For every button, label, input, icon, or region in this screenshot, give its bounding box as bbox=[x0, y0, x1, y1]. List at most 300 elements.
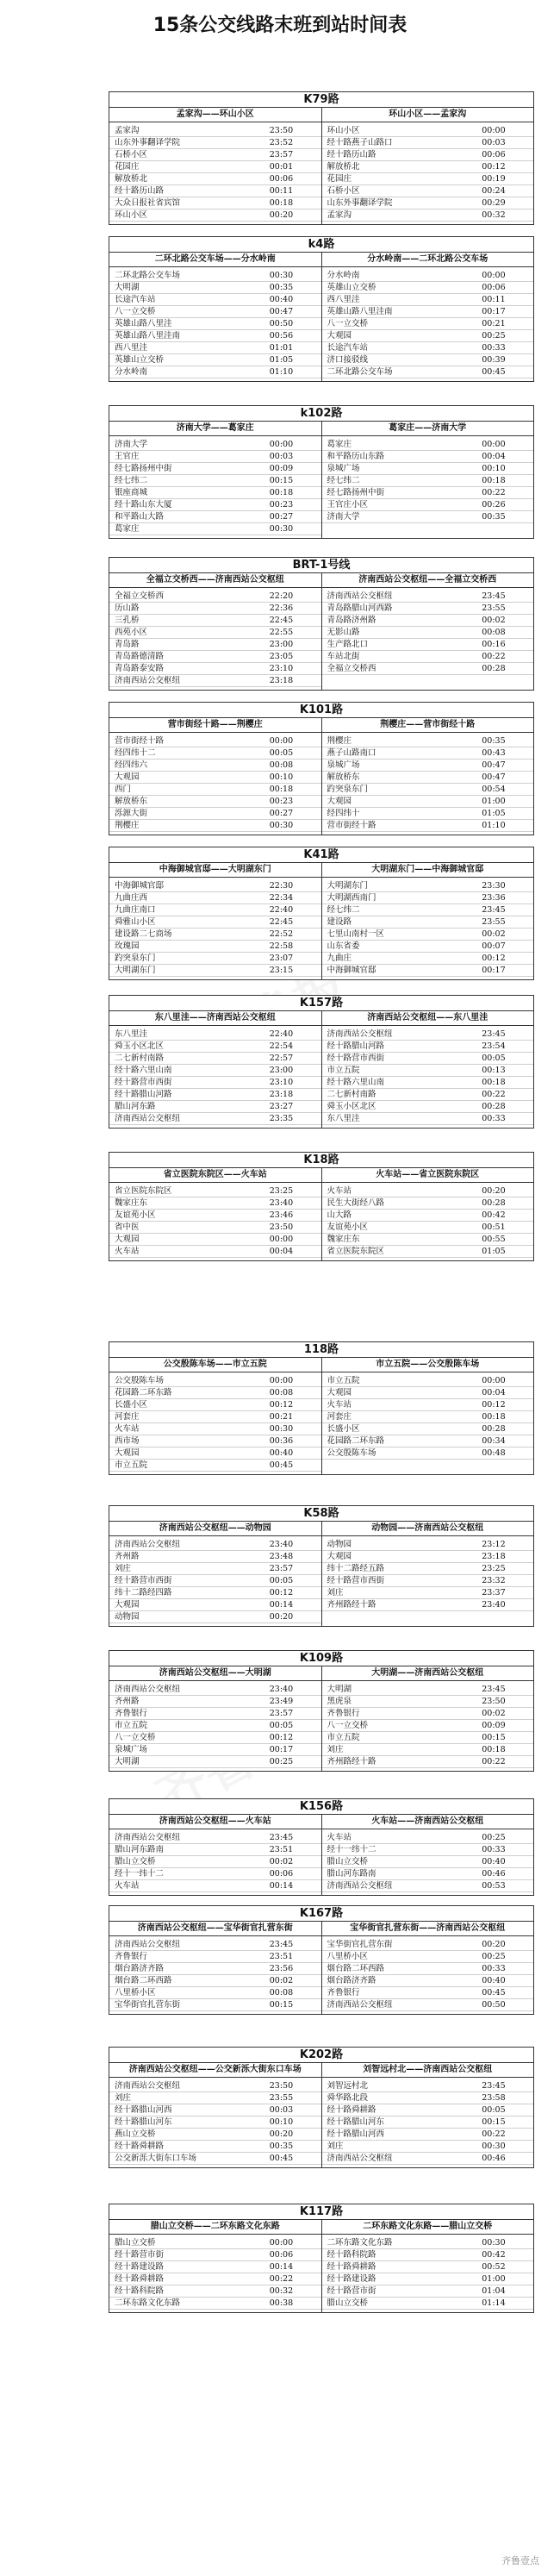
right-schedule bbox=[321, 267, 534, 381]
left-schedule bbox=[109, 2078, 321, 2167]
table-row bbox=[322, 439, 534, 451]
left-schedule bbox=[109, 1536, 321, 1626]
arrival-time: 23:54 bbox=[482, 1041, 506, 1051]
arrival-time: 00:12 bbox=[482, 1400, 506, 1410]
table-row bbox=[322, 1696, 534, 1708]
direction-header bbox=[109, 1666, 533, 1681]
table-row bbox=[109, 747, 321, 760]
arrival-time: 00:09 bbox=[269, 464, 294, 473]
table-row bbox=[109, 185, 321, 197]
stop-name: 魏家庄东 bbox=[115, 1198, 148, 1208]
route-table bbox=[109, 2204, 534, 2313]
direction-header bbox=[109, 1168, 533, 1183]
arrival-time: 22:54 bbox=[269, 1041, 294, 1051]
table-row bbox=[322, 1246, 534, 1258]
arrival-time: 00:50 bbox=[482, 2000, 506, 2010]
stop-name: 经十一纬十二 bbox=[115, 1869, 165, 1879]
direction-label: 分水岭南——二环北路公交车场 bbox=[321, 253, 534, 266]
arrival-time: 00:06 bbox=[482, 283, 506, 292]
arrival-time: 23:49 bbox=[269, 1697, 294, 1706]
arrival-time: 23:45 bbox=[482, 1685, 506, 1694]
arrival-time: 00:40 bbox=[482, 1857, 506, 1866]
stop-name: 九曲庄南口 bbox=[115, 905, 156, 915]
stop-name: 刘庄 bbox=[327, 2141, 344, 2151]
stop-name: 烟台路二环西路 bbox=[115, 1976, 172, 1985]
arrival-time: 00:35 bbox=[482, 736, 506, 746]
footer-logo: 齐鲁壹点 bbox=[501, 2555, 539, 2567]
stop-name: 荆樱庄 bbox=[327, 736, 352, 746]
arrival-time: 00:20 bbox=[269, 2129, 294, 2139]
table-row bbox=[322, 209, 534, 222]
arrival-time: 00:39 bbox=[482, 355, 506, 365]
stop-name: 经十路腊山河路 bbox=[115, 1090, 172, 1099]
arrival-time: 00:32 bbox=[269, 2286, 294, 2296]
arrival-time: 00:02 bbox=[269, 1857, 294, 1866]
direction-label: 中海御城官邸——大明湖东门 bbox=[159, 865, 271, 874]
arrival-time: 00:27 bbox=[269, 809, 294, 818]
stop-name: 齐鲁银行 bbox=[327, 1988, 360, 1998]
stop-name: 刘智远村北 bbox=[327, 2081, 369, 2091]
arrival-time: 00:54 bbox=[482, 785, 506, 794]
table-row bbox=[109, 2080, 321, 2092]
arrival-time: 00:00 bbox=[269, 440, 294, 449]
table-row bbox=[109, 1222, 321, 1234]
table-row bbox=[109, 1975, 321, 1987]
arrival-time: 00:13 bbox=[482, 1066, 506, 1075]
stop-name: 济南大学 bbox=[327, 512, 360, 522]
stop-name: 英雄山立交桥 bbox=[327, 283, 376, 292]
arrival-time: 23:50 bbox=[482, 1697, 506, 1706]
schedule-body bbox=[109, 122, 533, 224]
arrival-time: 22:34 bbox=[269, 893, 294, 903]
arrival-time: 23:00 bbox=[269, 640, 294, 649]
stop-name: 西八里洼 bbox=[327, 295, 360, 304]
stop-name: 济南西站公交枢纽 bbox=[327, 2000, 393, 2010]
arrival-time: 23:50 bbox=[269, 126, 294, 135]
table-row bbox=[109, 796, 321, 808]
left-schedule bbox=[109, 1936, 321, 2014]
arrival-time: 00:40 bbox=[269, 1448, 294, 1458]
stop-name: 山东外事翻译学院 bbox=[327, 198, 393, 208]
arrival-time: 23:56 bbox=[269, 1964, 294, 1973]
arrival-time: 00:35 bbox=[269, 2141, 294, 2151]
stop-name: 二环北路公交车场 bbox=[327, 367, 393, 377]
table-row bbox=[322, 1551, 534, 1563]
arrival-time: 01:00 bbox=[482, 2274, 506, 2284]
table-row bbox=[322, 137, 534, 149]
stop-name: 经十路科院路 bbox=[115, 2286, 165, 2296]
stop-name: 东八里洼 bbox=[327, 1114, 360, 1123]
table-row bbox=[109, 1856, 321, 1868]
table-row bbox=[322, 185, 534, 197]
stop-name: 中海御城官邸 bbox=[115, 881, 165, 891]
table-row bbox=[322, 1399, 534, 1411]
arrival-time: 00:02 bbox=[482, 616, 506, 625]
arrival-time: 00:00 bbox=[269, 2238, 294, 2248]
right-schedule bbox=[321, 2235, 534, 2312]
route-name: k102路 bbox=[109, 406, 533, 422]
arrival-time: 22:45 bbox=[269, 616, 294, 625]
stop-name: 经十路建设路 bbox=[115, 2262, 165, 2272]
table-row bbox=[322, 784, 534, 796]
stop-name: 火车站 bbox=[327, 1400, 352, 1410]
table-row bbox=[109, 760, 321, 772]
stop-name: 大明湖东门 bbox=[327, 881, 369, 891]
table-row bbox=[109, 1210, 321, 1222]
table-row bbox=[322, 904, 534, 916]
route-name: K18路 bbox=[109, 1153, 533, 1168]
arrival-time: 00:12 bbox=[269, 1588, 294, 1597]
stop-name: 三孔桥 bbox=[115, 616, 140, 625]
arrival-time: 00:33 bbox=[482, 1845, 506, 1854]
table-row bbox=[322, 747, 534, 760]
stop-name: 环山小区 bbox=[115, 210, 148, 220]
left-schedule bbox=[109, 122, 321, 224]
table-row bbox=[322, 342, 534, 354]
arrival-time: 00:12 bbox=[482, 953, 506, 963]
stop-name: 二七新村南路 bbox=[115, 1054, 165, 1063]
arrival-time: 23:25 bbox=[269, 1186, 294, 1196]
stop-name: 大明湖东门 bbox=[115, 966, 156, 975]
stop-name: 经十路腊山河东 bbox=[115, 2117, 172, 2127]
left-schedule bbox=[109, 267, 321, 381]
arrival-time: 00:06 bbox=[269, 174, 294, 184]
arrival-time: 00:19 bbox=[482, 174, 506, 184]
table-row bbox=[109, 366, 321, 378]
schedule-body bbox=[109, 1026, 533, 1128]
direction-header bbox=[109, 573, 533, 588]
arrival-time: 00:21 bbox=[269, 1412, 294, 1422]
table-row bbox=[109, 2104, 321, 2116]
table-row bbox=[109, 294, 321, 306]
schedule-body bbox=[109, 878, 533, 979]
route-table bbox=[109, 405, 534, 539]
table-row bbox=[322, 615, 534, 627]
right-schedule bbox=[321, 1372, 534, 1474]
table-row bbox=[322, 2285, 534, 2298]
arrival-time: 00:29 bbox=[482, 198, 506, 208]
arrival-time: 00:20 bbox=[269, 210, 294, 220]
route-table bbox=[109, 847, 534, 980]
table-row bbox=[109, 523, 321, 535]
stop-name: 公交殷陈车场 bbox=[115, 1376, 165, 1385]
table-row bbox=[109, 439, 321, 451]
stop-name: 山大路 bbox=[327, 1210, 352, 1220]
stop-name: 大明湖 bbox=[327, 1685, 352, 1694]
route-table bbox=[109, 2047, 534, 2168]
table-row bbox=[109, 1868, 321, 1880]
arrival-time: 23:07 bbox=[269, 953, 294, 963]
stop-name: 英雄山路八里洼南 bbox=[327, 307, 393, 316]
arrival-time: 22:55 bbox=[269, 628, 294, 637]
table-row bbox=[322, 1868, 534, 1880]
arrival-time: 22:52 bbox=[269, 929, 294, 939]
arrival-time: 00:08 bbox=[482, 628, 506, 637]
arrival-time: 00:14 bbox=[269, 1881, 294, 1891]
stop-name: 烟台路济齐路 bbox=[115, 1964, 165, 1973]
arrival-time: 00:34 bbox=[482, 1436, 506, 1446]
arrival-time: 00:17 bbox=[482, 966, 506, 975]
arrival-time: 23:18 bbox=[269, 676, 294, 685]
arrival-time: 22:45 bbox=[269, 917, 294, 927]
table-row bbox=[109, 627, 321, 639]
table-row bbox=[322, 1975, 534, 1987]
table-row bbox=[109, 639, 321, 651]
direction-header bbox=[109, 108, 533, 122]
table-row bbox=[109, 1447, 321, 1460]
table-row bbox=[109, 2249, 321, 2261]
stop-name: 齐鲁银行 bbox=[115, 1952, 148, 1961]
table-row bbox=[109, 2153, 321, 2165]
stop-name: 西八里洼 bbox=[115, 343, 148, 353]
table-row bbox=[322, 149, 534, 161]
arrival-time: 00:14 bbox=[269, 2262, 294, 2272]
stop-name: 经十路营市西街 bbox=[327, 1054, 385, 1063]
stop-name: 动物园 bbox=[115, 1612, 140, 1622]
route-name: K167路 bbox=[109, 1906, 533, 1922]
stop-name: 大明湖 bbox=[115, 1757, 140, 1766]
arrival-time: 23:12 bbox=[482, 1540, 506, 1549]
table-row bbox=[109, 511, 321, 523]
right-schedule bbox=[321, 436, 534, 538]
table-row bbox=[322, 1684, 534, 1696]
table-row bbox=[322, 1447, 534, 1460]
table-row bbox=[109, 1197, 321, 1210]
table-row bbox=[109, 270, 321, 282]
stop-name: 经十路历山路 bbox=[327, 150, 376, 159]
stop-name: 长盛小区 bbox=[115, 1400, 148, 1410]
table-row bbox=[109, 197, 321, 209]
route-name: K41路 bbox=[109, 847, 533, 863]
stop-name: 分水岭南 bbox=[327, 271, 360, 280]
stop-name: 齐州路经十路 bbox=[327, 1757, 376, 1766]
table-row bbox=[109, 2237, 321, 2249]
schedule-body bbox=[109, 267, 533, 381]
table-row bbox=[322, 603, 534, 615]
table-row bbox=[322, 1222, 534, 1234]
table-row bbox=[322, 2249, 534, 2261]
stop-name: 经十路腊山河西 bbox=[115, 2105, 172, 2115]
route-table bbox=[109, 1905, 534, 2015]
stop-name: 济南西站公交枢纽 bbox=[327, 591, 393, 601]
route-table bbox=[109, 91, 534, 225]
stop-name: 济南西站公交枢纽 bbox=[115, 1540, 181, 1549]
table-row bbox=[109, 1029, 321, 1041]
stop-name: 分水岭南 bbox=[115, 367, 148, 377]
table-row bbox=[109, 1599, 321, 1611]
arrival-time: 00:35 bbox=[269, 283, 294, 292]
stop-name: 济南西站公交枢纽 bbox=[115, 1833, 181, 1842]
direction-header bbox=[109, 863, 533, 878]
table-row bbox=[322, 1744, 534, 1756]
table-row bbox=[322, 2092, 534, 2104]
table-row bbox=[109, 784, 321, 796]
stop-name: 青岛路腊山河西路 bbox=[327, 603, 393, 613]
direction-label: 火车站——济南西站公交枢纽 bbox=[321, 1815, 534, 1829]
table-row bbox=[109, 161, 321, 173]
right-schedule bbox=[321, 1183, 534, 1260]
schedule-body bbox=[109, 588, 533, 690]
table-row bbox=[322, 511, 534, 523]
table-row bbox=[322, 2261, 534, 2273]
arrival-time: 23:45 bbox=[482, 591, 506, 601]
arrival-time: 00:02 bbox=[269, 1976, 294, 1985]
table-row bbox=[109, 1999, 321, 2011]
stop-name: 经十路科院路 bbox=[327, 2250, 376, 2260]
table-row bbox=[109, 1113, 321, 1125]
stop-name: 舜雅山小区 bbox=[115, 917, 156, 927]
route-table bbox=[109, 1798, 534, 1896]
direction-header bbox=[109, 1358, 533, 1372]
table-row bbox=[322, 820, 534, 832]
table-row bbox=[109, 1053, 321, 1065]
table-row bbox=[109, 330, 321, 342]
arrival-time: 00:18 bbox=[482, 476, 506, 485]
stop-name: 河套庄 bbox=[115, 1412, 140, 1422]
direction-header bbox=[109, 1815, 533, 1829]
arrival-time: 23:35 bbox=[269, 1114, 294, 1123]
table-row bbox=[322, 1053, 534, 1065]
stop-name: 齐鲁银行 bbox=[327, 1709, 360, 1718]
stop-name: 八里桥小区 bbox=[115, 1988, 156, 1998]
arrival-time: 00:03 bbox=[269, 452, 294, 461]
stop-name: 刘庄 bbox=[327, 1745, 344, 1754]
stop-name: 经十路舜耕路 bbox=[327, 2262, 376, 2272]
table-row bbox=[109, 1185, 321, 1197]
stop-name: 车站北街 bbox=[327, 652, 360, 661]
table-row bbox=[109, 1844, 321, 1856]
arrival-time: 00:22 bbox=[482, 488, 506, 497]
arrival-time: 00:20 bbox=[482, 1186, 506, 1196]
stop-name: 山东外事翻译学院 bbox=[115, 138, 181, 147]
stop-name: 济南西站公交枢纽 bbox=[327, 2154, 393, 2163]
direction-label: 荆樱庄——营市街经十路 bbox=[321, 718, 534, 732]
route-name: K101路 bbox=[109, 703, 533, 718]
stop-name: 魏家庄东 bbox=[327, 1235, 360, 1244]
direction-label: 葛家庄——济南大学 bbox=[321, 422, 534, 435]
route-table bbox=[109, 1341, 534, 1475]
stop-name: 营市街经十路 bbox=[115, 736, 165, 746]
stop-name: 九曲庄西 bbox=[115, 893, 148, 903]
arrival-time: 01:04 bbox=[482, 2286, 506, 2296]
stop-name: 经十路历山路 bbox=[115, 186, 165, 196]
table-row bbox=[109, 820, 321, 832]
arrival-time: 23:10 bbox=[269, 1078, 294, 1087]
arrival-time: 23:37 bbox=[482, 1588, 506, 1597]
table-row bbox=[322, 487, 534, 499]
arrival-time: 00:18 bbox=[269, 198, 294, 208]
table-row bbox=[109, 499, 321, 511]
arrival-time: 00:47 bbox=[482, 760, 506, 770]
stop-name: 大明湖 bbox=[115, 283, 140, 292]
table-row bbox=[322, 197, 534, 209]
arrival-time: 23:45 bbox=[482, 905, 506, 915]
arrival-time: 00:28 bbox=[482, 1424, 506, 1434]
arrival-time: 00:28 bbox=[482, 1102, 506, 1111]
stop-name: 无影山路 bbox=[327, 628, 360, 637]
table-row bbox=[109, 1089, 321, 1101]
arrival-time: 00:30 bbox=[482, 2141, 506, 2151]
stop-name: 民生大街经八路 bbox=[327, 1198, 385, 1208]
direction-label: 火车站——省立医院东院区 bbox=[321, 1168, 534, 1182]
arrival-time: 00:52 bbox=[482, 2262, 506, 2272]
stop-name: 济口接驳线 bbox=[327, 355, 369, 365]
stop-name: 长途汽车站 bbox=[115, 295, 156, 304]
direction-label: 二环北路公交车场——分水岭南 bbox=[154, 254, 276, 264]
arrival-time: 00:04 bbox=[269, 1247, 294, 1256]
table-row bbox=[109, 808, 321, 820]
arrival-time: 00:22 bbox=[269, 2274, 294, 2284]
arrival-time: 23:51 bbox=[269, 1845, 294, 1854]
stop-name: 经十路营市西街 bbox=[115, 1576, 172, 1585]
arrival-time: 00:21 bbox=[482, 319, 506, 328]
route-name: K202路 bbox=[109, 2048, 533, 2063]
arrival-time: 00:24 bbox=[482, 186, 506, 196]
stop-name: 八一立交桥 bbox=[327, 1721, 369, 1730]
table-row bbox=[109, 173, 321, 185]
direction-label: 济南西站公交枢纽——东八里洼 bbox=[321, 1011, 534, 1025]
stop-name: 和平路历山东路 bbox=[327, 452, 385, 461]
table-row bbox=[322, 354, 534, 366]
stop-name: 舜玉小区北区 bbox=[327, 1102, 376, 1111]
table-row bbox=[322, 1987, 534, 1999]
table-row bbox=[322, 2273, 534, 2285]
arrival-time: 00:08 bbox=[269, 760, 294, 770]
arrival-time: 00:15 bbox=[482, 2117, 506, 2127]
schedule-body bbox=[109, 1681, 533, 1771]
arrival-time: 00:53 bbox=[482, 1881, 506, 1891]
table-row bbox=[322, 1101, 534, 1113]
table-row bbox=[109, 1720, 321, 1732]
direction-label: 济南西站公交枢纽——大明湖 bbox=[159, 1668, 271, 1678]
arrival-time: 23:45 bbox=[482, 2081, 506, 2091]
table-row bbox=[109, 1880, 321, 1892]
arrival-time: 23:00 bbox=[269, 1066, 294, 1075]
stop-name: 经十路舜耕路 bbox=[327, 2105, 376, 2115]
stop-name: 王官庄 bbox=[115, 452, 140, 461]
schedule-body bbox=[109, 1936, 533, 2014]
route-name: K157路 bbox=[109, 996, 533, 1011]
arrival-time: 00:10 bbox=[482, 464, 506, 473]
stop-name: 七里山南村一区 bbox=[327, 929, 385, 939]
arrival-time: 23:55 bbox=[482, 917, 506, 927]
table-row bbox=[109, 953, 321, 965]
stop-name: 友谊苑小区 bbox=[327, 1222, 369, 1232]
table-row bbox=[109, 137, 321, 149]
table-row bbox=[322, 808, 534, 820]
stop-name: 经十路舜耕路 bbox=[115, 2274, 165, 2284]
direction-header bbox=[109, 2220, 533, 2235]
table-row bbox=[109, 663, 321, 675]
stop-name: 西苑小区 bbox=[115, 628, 148, 637]
left-schedule bbox=[109, 588, 321, 690]
table-row bbox=[109, 1708, 321, 1720]
arrival-time: 00:30 bbox=[482, 2238, 506, 2248]
table-row bbox=[109, 282, 321, 294]
table-row bbox=[109, 916, 321, 928]
stop-name: 济南西站公交枢纽 bbox=[327, 1029, 393, 1039]
arrival-time: 00:18 bbox=[269, 785, 294, 794]
stop-name: 经十路燕子山路口 bbox=[327, 138, 393, 147]
arrival-time: 00:48 bbox=[482, 1448, 506, 1458]
arrival-time: 00:16 bbox=[482, 640, 506, 649]
arrival-time: 00:47 bbox=[269, 307, 294, 316]
stop-name: 腊山立交桥 bbox=[115, 1857, 156, 1866]
direction-header bbox=[109, 1522, 533, 1536]
direction-label: 二环东路文化东路——腊山立交桥 bbox=[321, 2220, 534, 2234]
direction-header bbox=[109, 253, 533, 267]
stop-name: 齐州路 bbox=[115, 1697, 140, 1706]
